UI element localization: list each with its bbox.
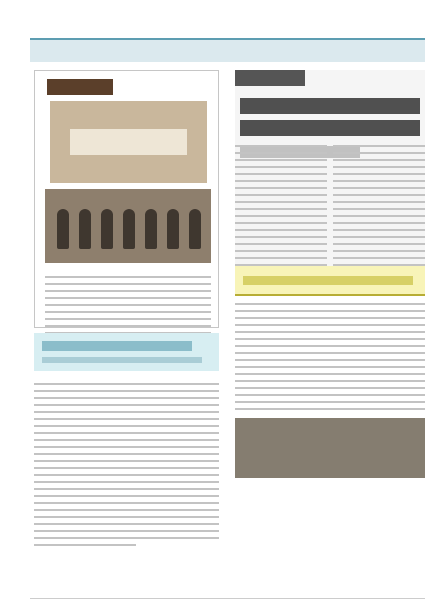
article-headline <box>240 98 420 114</box>
article-columns <box>235 140 425 278</box>
article-photo <box>235 418 425 478</box>
article-box-left <box>34 70 219 328</box>
page-header <box>30 38 425 62</box>
article-box-right-lower <box>235 298 425 488</box>
event-photo <box>45 189 211 263</box>
event-sign-photo <box>50 101 207 183</box>
article-banner <box>235 266 425 296</box>
article-headline-block <box>34 333 219 371</box>
article-body-lower <box>34 378 219 551</box>
article-headline-2 <box>240 120 420 136</box>
footer-rule <box>30 598 425 599</box>
article-tag <box>47 79 113 95</box>
column-tab <box>235 70 305 86</box>
